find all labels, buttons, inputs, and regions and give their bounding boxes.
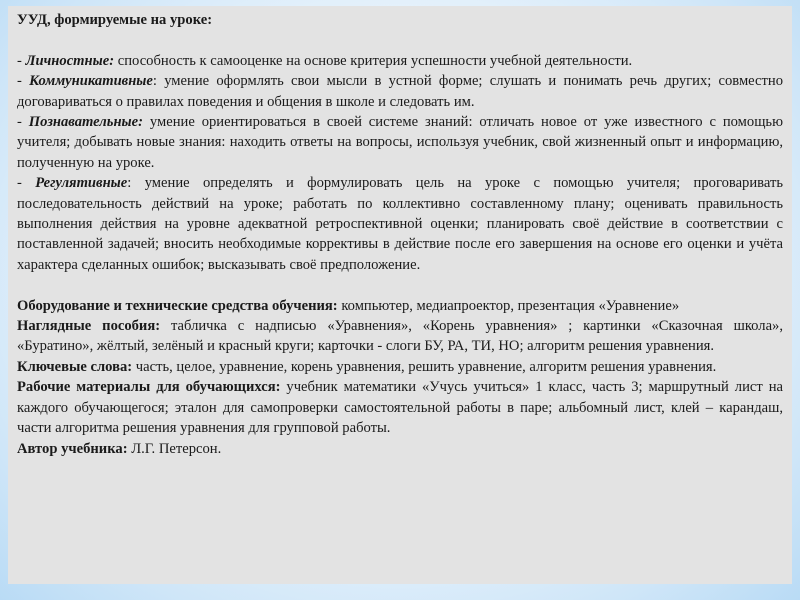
uud-regulative-label: Регулятивные bbox=[35, 175, 128, 192]
blank-line bbox=[17, 275, 783, 295]
uud-personal-text: способность к самооценке на основе критерия успешности учебной деятельности. bbox=[114, 52, 633, 69]
keywords-label: Ключевые слова: bbox=[17, 358, 133, 375]
equipment-paragraph bbox=[17, 296, 783, 316]
uud-personal bbox=[17, 51, 783, 71]
uud-cognitive-text: умение ориентироваться в своей системе знаний: отличать новое от уже известного с помощью учителя; добывать новые знания: находить ответы на вопросы, используя учебник, свой жизненный опыт и информацию, полученную на уроке. bbox=[17, 114, 783, 171]
lesson-content bbox=[17, 10, 783, 459]
visual-aids-paragraph bbox=[17, 316, 783, 357]
uud-cognitive bbox=[17, 112, 783, 173]
visual-aids-label: Наглядные пособия: bbox=[17, 318, 161, 335]
materials-text: учебник математики «Учусь учиться» 1 класс, часть 3; маршрутный лист на каждого обучающегося; эталон для самопроверки самостоятельной работы в паре; альбомный лист, клей – карандаш, части алгоритма решения уравнения для групповой работы. bbox=[17, 379, 783, 437]
dash: - bbox=[17, 175, 36, 192]
visual-aids-text: табличка с надписью «Уравнения», «Корень уравнения» ; картинки «Сказочная школа», «Буратино», жёлтый, зелёный и красный круги; карточки - слоги БУ, РА, ТИ, НО; алгоритм решения уравнения. bbox=[17, 318, 783, 355]
uud-communicative bbox=[17, 71, 783, 112]
keywords-paragraph bbox=[17, 357, 783, 377]
uud-regulative-text: : умение определять и формулировать цель на уроке с помощью учителя; проговаривать последовательность действий на уроке; работать по коллективно составленному плану; оценивать правильность выполнения действия на уровне адекватной ретроспективной оценки; планировать своё действие в соответствии с поставленной задачей; вносить необходимые коррективы в действие после его завершения на основе его оценки и учёта характера сделанных ошибок; высказывать своё предположение. bbox=[17, 175, 783, 273]
author-label: Автор учебника: bbox=[17, 440, 128, 457]
author-paragraph bbox=[17, 439, 783, 459]
uud-communicative-label: Коммуникативные bbox=[29, 73, 153, 90]
uud-heading: УУД, формируемые на уроке: bbox=[17, 12, 213, 28]
materials-paragraph bbox=[17, 377, 783, 438]
dash: - bbox=[17, 52, 26, 69]
keywords-text: часть, целое, уравнение, корень уравнения, решить уравнение, алгоритм решения уравнения. bbox=[132, 358, 717, 375]
blank-line bbox=[17, 30, 783, 50]
author-text: Л.Г. Петерсон. bbox=[127, 440, 222, 457]
equipment-text: компьютер, медиапроектор, презентация «Уравнение» bbox=[337, 297, 680, 314]
materials-label: Рабочие материалы для обучающихся: bbox=[17, 379, 281, 396]
equipment-label: Оборудование и технические средства обучения: bbox=[17, 297, 338, 314]
dash: - bbox=[17, 73, 30, 90]
uud-personal-label: Личностные: bbox=[25, 52, 115, 69]
uud-regulative bbox=[17, 173, 783, 275]
dash: - bbox=[17, 114, 29, 131]
uud-communicative-text: : умение оформлять свои мысли в устной форме; слушать и понимать речь других; совместно договариваться о правилах поведения и общения в школе и следовать им. bbox=[17, 73, 783, 110]
uud-cognitive-label: Познавательные: bbox=[28, 114, 144, 131]
